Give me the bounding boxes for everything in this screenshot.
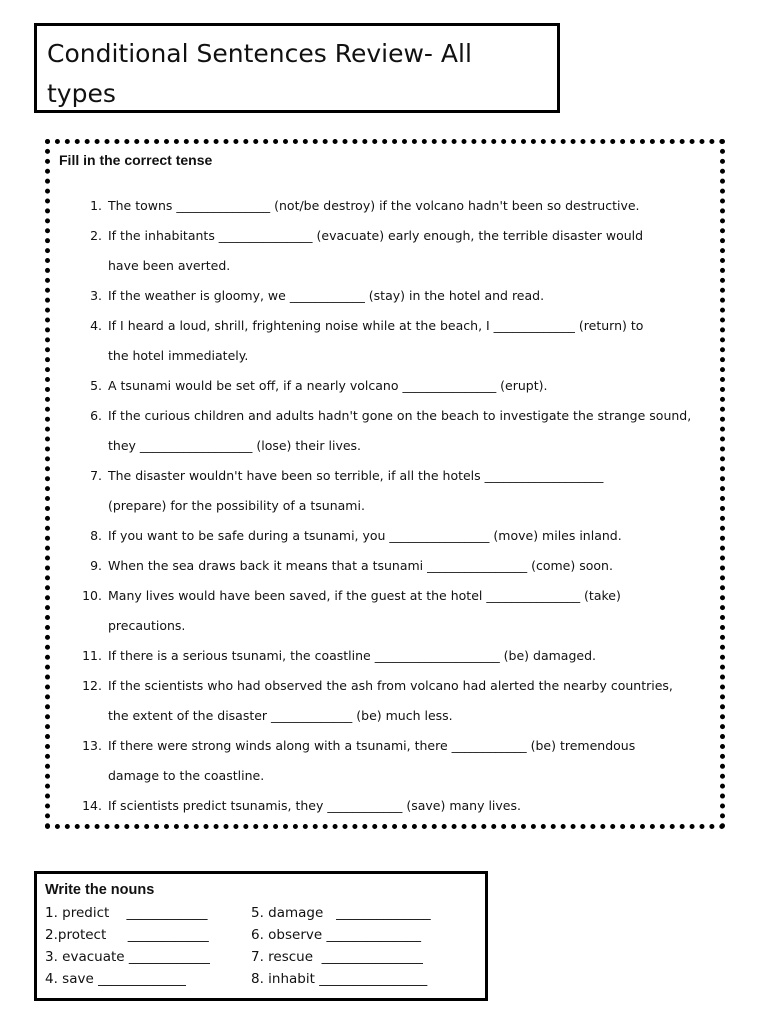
exercise-item (50, 521, 720, 551)
item-text-line: precautions. (108, 618, 186, 633)
item-text-line: When the sea draws back it means that a tsunami ________________ (come) soon. (108, 558, 613, 573)
item-text (108, 221, 643, 281)
noun-item: 7. rescue _______________ (251, 949, 423, 965)
page-title-line-2: types (47, 79, 116, 108)
item-text-line: If you want to be safe during a tsunami, you ________________ (move) miles inland. (108, 528, 622, 543)
item-number: 9. (90, 558, 102, 573)
item-number: 2. (90, 228, 102, 243)
item-number: 10. (82, 588, 102, 603)
item-text-line: the extent of the disaster _____________ (be) much less. (108, 708, 453, 723)
item-text (108, 731, 635, 791)
item-text-line: If there were strong winds along with a tsunami, there ____________ (be) tremendous (108, 738, 636, 753)
noun-item: 3. evacuate ____________ (45, 949, 210, 965)
item-text (108, 401, 691, 461)
item-text (108, 461, 603, 521)
item-text-line: If I heard a loud, shrill, frightening noise while at the beach, I _____________ (return) to (108, 318, 644, 333)
item-text (108, 281, 544, 311)
exercise-item (50, 371, 720, 401)
item-number: 3. (90, 288, 102, 303)
item-text-line: Many lives would have been saved, if the guest at the hotel _______________ (take) (108, 588, 621, 603)
item-number: 4. (90, 318, 102, 333)
item-text (108, 371, 548, 401)
noun-item: 5. damage ______________ (251, 905, 431, 921)
exercise-box (45, 139, 725, 829)
exercise-item (50, 791, 720, 821)
exercise-item (50, 731, 720, 791)
nouns-box (34, 871, 488, 1001)
item-text (108, 521, 622, 551)
item-text (108, 791, 521, 821)
noun-item: 2.protect ____________ (45, 927, 209, 943)
item-text-line: damage to the coastline. (108, 768, 265, 783)
item-text-line: If the curious children and adults hadn't gone on the beach to investigate the strange sound, (108, 408, 692, 423)
nouns-heading: Write the nouns (45, 882, 155, 898)
item-text (108, 641, 596, 671)
item-text-line: The disaster wouldn't have been so terrible, if all the hotels ___________________ (108, 468, 604, 483)
item-number: 6. (90, 408, 102, 423)
item-text-line: have been averted. (108, 258, 231, 273)
noun-item: 1. predict ____________ (45, 905, 208, 921)
item-text-line: If the inhabitants _______________ (evacuate) early enough, the terrible disaster would (108, 228, 644, 243)
item-text (108, 551, 613, 581)
item-text (108, 581, 621, 641)
item-text-line: The towns _______________ (not/be destroy) if the volcano hadn't been so destructive. (108, 198, 640, 213)
nouns-grid (45, 902, 485, 990)
exercise-item (50, 581, 720, 641)
page-title-line-1: Conditional Sentences Review- All (47, 39, 472, 68)
exercise-items (50, 191, 720, 821)
exercise-item (50, 461, 720, 521)
title-box (34, 23, 560, 113)
item-text-line: If there is a serious tsunami, the coastline ____________________ (be) damaged. (108, 648, 596, 663)
item-text (108, 671, 673, 731)
exercise-item (50, 641, 720, 671)
item-number: 14. (82, 798, 102, 813)
item-text (108, 191, 640, 221)
item-text-line: If scientists predict tsunamis, they ____________ (save) many lives. (108, 798, 521, 813)
item-number: 7. (90, 468, 102, 483)
exercise-item (50, 401, 720, 461)
item-text-line: the hotel immediately. (108, 348, 249, 363)
item-text (108, 311, 643, 371)
item-text-line: they __________________ (lose) their lives. (108, 438, 362, 453)
exercise-item (50, 221, 720, 281)
item-number: 13. (82, 738, 102, 753)
item-text-line: If the scientists who had observed the ash from volcano had alerted the nearby countries, (108, 678, 673, 693)
exercise-item (50, 311, 720, 371)
noun-item: 8. inhabit ________________ (251, 971, 428, 987)
item-number: 8. (90, 528, 102, 543)
noun-item: 6. observe ______________ (251, 927, 421, 943)
noun-item: 4. save _____________ (45, 971, 186, 987)
exercise-heading: Fill in the correct tense (59, 152, 213, 168)
item-number: 12. (82, 678, 102, 693)
item-text-line: If the weather is gloomy, we ____________ (stay) in the hotel and read. (108, 288, 545, 303)
item-text-line: (prepare) for the possibility of a tsunami. (108, 498, 365, 513)
exercise-item (50, 191, 720, 221)
exercise-item (50, 281, 720, 311)
exercise-item (50, 671, 720, 731)
item-number: 5. (90, 378, 102, 393)
exercise-item (50, 551, 720, 581)
item-number: 11. (82, 648, 102, 663)
item-text-line: A tsunami would be set off, if a nearly volcano _______________ (erupt). (108, 378, 548, 393)
item-number: 1. (90, 198, 102, 213)
